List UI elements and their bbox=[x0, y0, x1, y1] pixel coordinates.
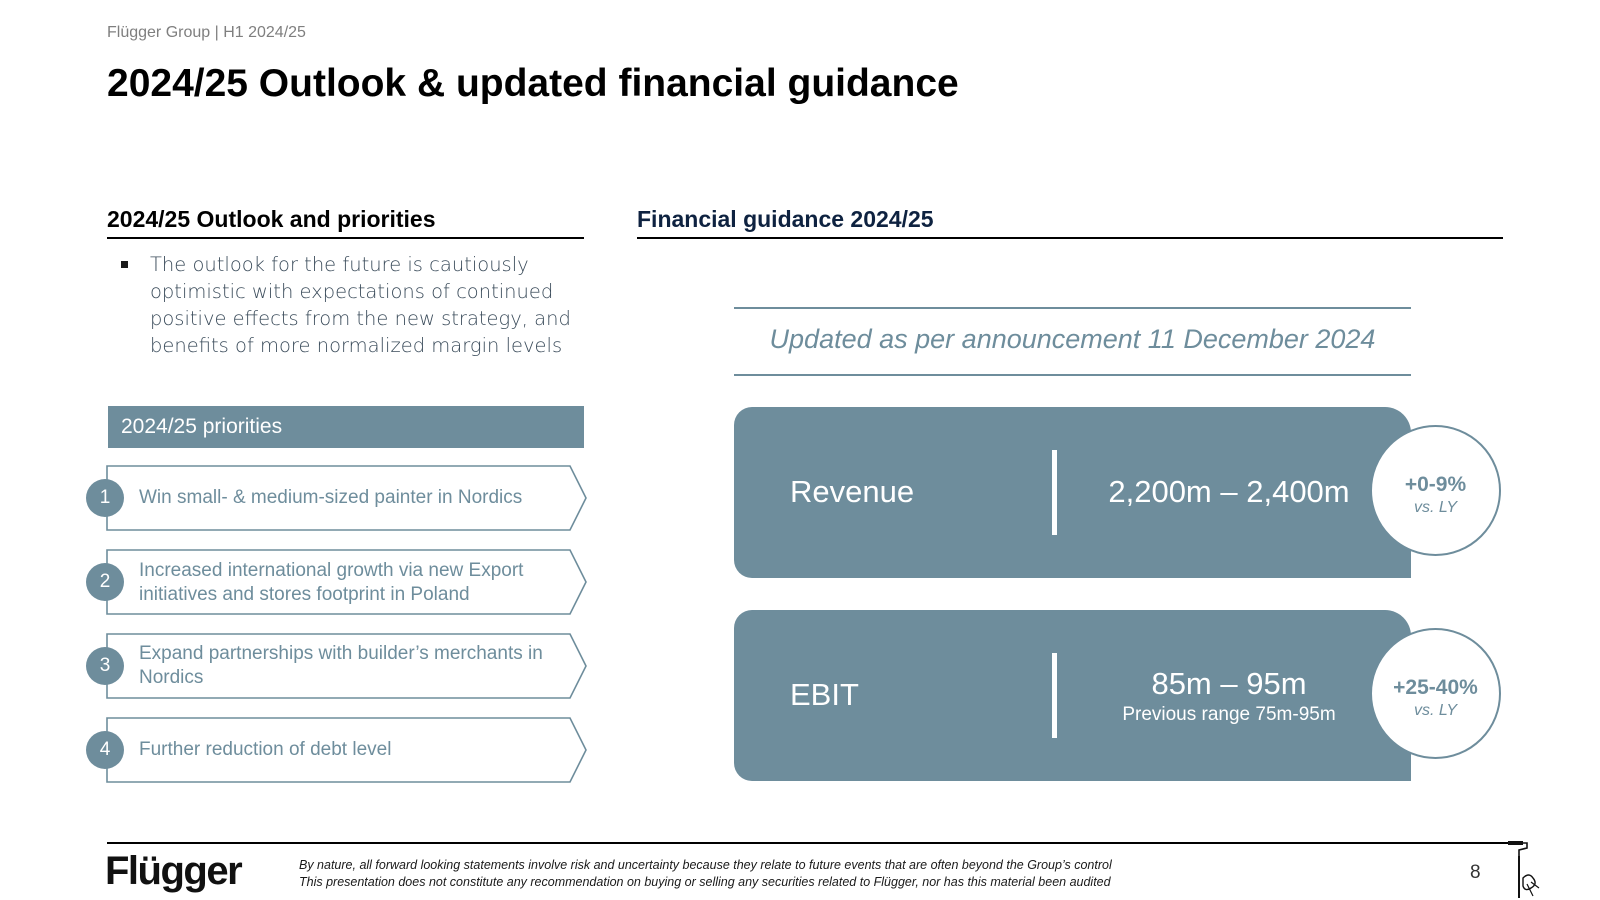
ebit-label: EBIT bbox=[790, 677, 859, 712]
priorities-heading: 2024/25 priorities bbox=[108, 406, 584, 448]
priority-text: Expand partnerships with builder’s merchants in Nordics bbox=[139, 643, 543, 688]
priority-text: Win small- & medium-sized painter in Nordics bbox=[139, 487, 523, 508]
priority-item-2 bbox=[86, 549, 586, 615]
revenue-change: +0-9% bbox=[1404, 473, 1467, 496]
priority-text: Increased international growth via new Export initiatives and stores footprint in Poland bbox=[139, 560, 524, 605]
priority-item-1 bbox=[86, 465, 586, 531]
updated-top-rule bbox=[734, 307, 1411, 309]
flugger-logo: Flügger bbox=[105, 849, 242, 893]
priority-number: 1 bbox=[86, 479, 124, 517]
priority-item-3 bbox=[86, 633, 586, 699]
disclaimer bbox=[299, 857, 1112, 891]
page-number: 8 bbox=[1470, 862, 1481, 883]
outlook-heading-rule bbox=[107, 237, 584, 239]
guidance-heading: Financial guidance 2024/25 bbox=[637, 206, 934, 232]
priority-number: 2 bbox=[86, 563, 124, 601]
ebit-change-badge bbox=[1370, 628, 1501, 759]
revenue-vs-label: vs. LY bbox=[1414, 499, 1457, 516]
guidance-heading-rule bbox=[637, 237, 1503, 239]
outlook-bullet: The outlook for the future is cautiously optimistic with expectations of continued positive effects from the new strategy, and benefits of more normalized margin levels bbox=[150, 253, 571, 357]
disclaimer-line-1: By nature, all forward looking statements involve risk and uncertainty because they relate to future events that are often beyond the Group’s control bbox=[299, 858, 1112, 872]
priority-item-4 bbox=[86, 717, 586, 783]
updated-note: Updated as per announcement 11 December 2024 bbox=[769, 324, 1376, 354]
revenue-divider bbox=[1052, 450, 1057, 535]
footer-rule bbox=[107, 842, 1519, 844]
ebit-divider bbox=[1052, 653, 1057, 738]
priority-number: 3 bbox=[86, 647, 124, 685]
updated-bottom-rule bbox=[734, 374, 1411, 376]
ebit-guidance-box bbox=[734, 610, 1411, 781]
paint-roller-icon bbox=[1505, 838, 1545, 898]
bullet-icon bbox=[121, 261, 128, 268]
priority-number: 4 bbox=[86, 731, 124, 769]
outlook-heading: 2024/25 Outlook and priorities bbox=[107, 206, 436, 232]
disclaimer-line-2: This presentation does not constitute any recommendation on buying or selling any securities related to Flügger, nor has this material been audited bbox=[299, 875, 1111, 889]
revenue-value: 2,200m – 2,400m bbox=[1108, 474, 1350, 509]
priority-text: Further reduction of debt level bbox=[139, 739, 392, 760]
slide-title: 2024/25 Outlook & updated financial guidance bbox=[107, 62, 959, 105]
revenue-label: Revenue bbox=[790, 474, 915, 509]
slide-supertitle: Flügger Group | H1 2024/25 bbox=[107, 24, 306, 41]
revenue-guidance-box bbox=[734, 407, 1411, 578]
ebit-change: +25-40% bbox=[1393, 676, 1478, 699]
revenue-change-badge bbox=[1370, 425, 1501, 556]
ebit-previous-range: Previous range 75m-95m bbox=[1122, 704, 1336, 725]
ebit-value: 85m – 95m bbox=[1151, 666, 1307, 701]
ebit-vs-label: vs. LY bbox=[1414, 702, 1457, 719]
